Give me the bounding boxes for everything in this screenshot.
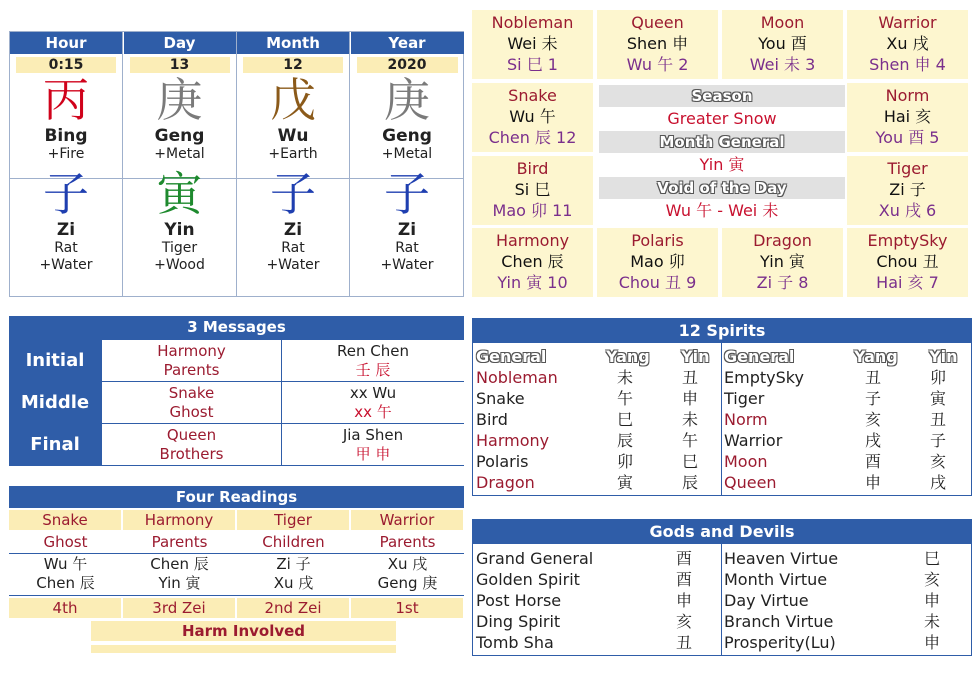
branch-animal: Rat bbox=[281, 240, 305, 256]
month-general-value: Yin 寅 bbox=[699, 155, 745, 174]
message-chars: 壬 辰 bbox=[355, 361, 391, 379]
spirit-name: Warrior bbox=[724, 431, 783, 450]
god-branch: 未 bbox=[924, 612, 941, 631]
plate-spirit: Norm bbox=[885, 86, 930, 105]
plate-cell bbox=[847, 156, 968, 225]
god-branch: 酉 bbox=[676, 570, 693, 589]
branch-element: +Water bbox=[266, 257, 320, 273]
god-branch: 丑 bbox=[676, 633, 693, 652]
spirit-yin: 丑 bbox=[930, 410, 947, 429]
god-branch: 申 bbox=[676, 591, 693, 610]
plate-cell bbox=[847, 83, 968, 152]
plate-earth: Xu 戌 6 bbox=[878, 201, 937, 220]
pillar-value: 12 bbox=[243, 57, 343, 73]
spirit-name: Tiger bbox=[724, 389, 765, 408]
spirits-header-yin: Yin bbox=[929, 347, 958, 366]
god-name: Month Virtue bbox=[724, 570, 828, 589]
spirit-yang: 子 bbox=[865, 389, 882, 408]
reading-divider bbox=[9, 595, 464, 596]
stem-name: Bing bbox=[44, 126, 88, 146]
stem-glyph: 丙 bbox=[43, 73, 89, 127]
spirit-name: Moon bbox=[724, 452, 768, 471]
spirits-header-yang: Yang bbox=[606, 347, 650, 366]
spirit-yang: 卯 bbox=[617, 452, 634, 471]
god-branch: 申 bbox=[924, 591, 941, 610]
spirit-yang: 辰 bbox=[617, 431, 634, 450]
message-branch-cell bbox=[282, 340, 464, 381]
spirits-header-yin: Yin bbox=[681, 347, 710, 366]
branch-glyph: 寅 bbox=[156, 167, 203, 221]
plate-earth: Shen 申 4 bbox=[869, 55, 946, 74]
god-name: Branch Virtue bbox=[724, 612, 834, 631]
spirit-name: Harmony bbox=[476, 431, 550, 450]
reading-line1: Zi 子 bbox=[276, 555, 311, 573]
reading-line1: Wu 午 bbox=[43, 555, 88, 573]
god-name: Ding Spirit bbox=[476, 612, 561, 631]
plate-cell bbox=[847, 228, 968, 297]
plate-branch: Wei 未 bbox=[507, 34, 558, 53]
harm-involved-strip bbox=[91, 645, 396, 653]
reading-divider bbox=[9, 553, 464, 554]
reading-line2: Chen 辰 bbox=[36, 574, 95, 592]
spirit-yin: 寅 bbox=[930, 389, 947, 408]
spirit-name: Nobleman bbox=[476, 368, 558, 387]
spirit-name: Dragon bbox=[476, 473, 535, 492]
plate-branch: Chou 丑 bbox=[876, 252, 939, 271]
message-spirit: Snake bbox=[168, 384, 215, 402]
god-name: Grand General bbox=[476, 549, 594, 568]
plate-branch: Xu 戌 bbox=[886, 34, 929, 53]
message-relation: Ghost bbox=[169, 403, 214, 421]
spirit-name: Polaris bbox=[476, 452, 529, 471]
reading-relation: Parents bbox=[379, 533, 436, 551]
plate-spirit: Bird bbox=[516, 159, 549, 178]
branch-glyph: 子 bbox=[270, 167, 316, 221]
reading-line1: Chen 辰 bbox=[150, 555, 209, 573]
four-readings-panel bbox=[9, 486, 464, 654]
plate-branch: Wu 午 bbox=[509, 107, 556, 126]
spirit-yang: 巳 bbox=[617, 410, 634, 429]
reading-relation: Children bbox=[262, 533, 325, 551]
message-row bbox=[9, 382, 464, 424]
god-name: Golden Spirit bbox=[476, 570, 580, 589]
gods-devils-panel bbox=[472, 519, 972, 656]
god-name: Tomb Sha bbox=[476, 633, 554, 652]
reading-line2: Xu 戌 bbox=[273, 574, 314, 592]
plate-spirit: Snake bbox=[508, 86, 557, 105]
plate-spirit: Dragon bbox=[753, 231, 812, 250]
branch-animal: Tiger bbox=[161, 240, 198, 256]
message-label: Initial bbox=[25, 350, 85, 371]
message-pinyin: xx Wu bbox=[349, 384, 397, 402]
branch-name: Zi bbox=[397, 220, 417, 240]
spirits-header-yang: Yang bbox=[854, 347, 898, 366]
reading-line2: Geng 庚 bbox=[377, 574, 438, 592]
plate-cell bbox=[847, 10, 968, 79]
branch-name: Zi bbox=[283, 220, 303, 240]
reading-rank: 3rd Zei bbox=[123, 598, 235, 618]
spirits-header-general: General bbox=[724, 347, 795, 366]
plate-cell bbox=[722, 10, 843, 79]
spirit-yin: 巳 bbox=[682, 452, 699, 471]
plate-earth: Yin 寅 10 bbox=[497, 273, 568, 292]
plate-earth: Mao 卯 11 bbox=[492, 201, 573, 220]
pillar-header: Month bbox=[237, 32, 349, 54]
spirits-title: 12 Spirits bbox=[473, 319, 971, 343]
message-spirit: Queen bbox=[166, 426, 217, 444]
message-row bbox=[9, 340, 464, 382]
plate-earth: Si 巳 1 bbox=[507, 55, 558, 74]
harm-involved-bar: Harm Involved bbox=[91, 621, 396, 641]
heaven-earth-plate bbox=[472, 10, 972, 296]
spirit-yin: 亥 bbox=[930, 452, 947, 471]
reading-spirit: Tiger bbox=[237, 510, 349, 530]
readings-title: Four Readings bbox=[9, 486, 464, 508]
stem-element: +Earth bbox=[268, 146, 318, 162]
message-label: Final bbox=[30, 434, 80, 455]
reading-line1: Xu 戌 bbox=[387, 555, 428, 573]
branch-glyph: 子 bbox=[43, 167, 89, 221]
pillar-column bbox=[10, 32, 123, 296]
spirit-yang: 申 bbox=[865, 473, 882, 492]
twelve-spirits-panel bbox=[472, 318, 972, 496]
stem-element: +Metal bbox=[381, 146, 433, 162]
pillar-value: 2020 bbox=[357, 57, 458, 73]
branch-element: +Wood bbox=[154, 257, 205, 273]
reading-rank: 4th bbox=[9, 598, 121, 618]
void-label: Void of the Day bbox=[599, 177, 845, 199]
season-value: Greater Snow bbox=[667, 109, 777, 128]
spirit-yin: 申 bbox=[682, 389, 699, 408]
reading-line2: Yin 寅 bbox=[158, 574, 201, 592]
plate-branch: Chen 辰 bbox=[501, 252, 564, 271]
god-name: Post Horse bbox=[476, 591, 562, 610]
god-branch: 酉 bbox=[676, 549, 693, 568]
stem-name: Wu bbox=[277, 126, 309, 146]
reading-spirit: Warrior bbox=[351, 510, 463, 530]
plate-earth: Chou 丑 9 bbox=[618, 273, 697, 292]
message-row bbox=[9, 424, 464, 466]
season-label: Season bbox=[599, 85, 845, 107]
reading-relation: Ghost bbox=[43, 533, 88, 551]
plate-spirit: Warrior bbox=[878, 13, 937, 32]
spirits-divider bbox=[721, 343, 722, 495]
god-branch: 巳 bbox=[924, 549, 941, 568]
spirit-name: Norm bbox=[724, 410, 768, 429]
plate-earth: Wei 未 3 bbox=[749, 55, 816, 74]
spirit-yin: 戌 bbox=[930, 473, 947, 492]
god-name: Heaven Virtue bbox=[724, 549, 839, 568]
plate-spirit: Polaris bbox=[631, 231, 684, 250]
spirit-yang: 亥 bbox=[865, 410, 882, 429]
branch-element: +Water bbox=[380, 257, 434, 273]
spirit-yang: 午 bbox=[617, 389, 634, 408]
spirit-name: EmptySky bbox=[724, 368, 804, 387]
spirit-yang: 丑 bbox=[865, 368, 882, 387]
stem-element: +Metal bbox=[154, 146, 205, 162]
spirit-name: Queen bbox=[724, 473, 777, 492]
god-name: Day Virtue bbox=[724, 591, 809, 610]
message-relation: Parents bbox=[163, 361, 220, 379]
plate-branch: Zi 子 bbox=[889, 180, 926, 199]
pillar-column bbox=[124, 32, 237, 296]
plate-branch: You 酉 bbox=[758, 34, 807, 53]
plate-spirit: EmptySky bbox=[867, 231, 948, 250]
message-branch-cell bbox=[282, 382, 464, 423]
god-branch: 亥 bbox=[924, 570, 941, 589]
spirit-yin: 辰 bbox=[682, 473, 699, 492]
plate-branch: Mao 卯 bbox=[630, 252, 685, 271]
stem-element: +Fire bbox=[47, 146, 85, 162]
branch-element: +Water bbox=[39, 257, 93, 273]
pillar-column bbox=[237, 32, 350, 296]
reading-rank: 1st bbox=[351, 598, 463, 618]
spirit-yang: 未 bbox=[617, 368, 634, 387]
god-branch: 申 bbox=[924, 633, 941, 652]
month-general-label: Month General bbox=[599, 131, 845, 153]
message-spirit-cell bbox=[102, 382, 281, 423]
message-pinyin: Ren Chen bbox=[337, 342, 409, 360]
pillar-value: 0:15 bbox=[16, 57, 116, 73]
plate-cell bbox=[472, 10, 593, 79]
message-spirit-cell bbox=[102, 424, 281, 465]
plate-branch: Si 巳 bbox=[514, 180, 551, 199]
plate-earth: Hai 亥 7 bbox=[876, 273, 939, 292]
stem-glyph: 庚 bbox=[384, 73, 430, 127]
spirit-yin: 子 bbox=[930, 431, 947, 450]
spirits-header-general: General bbox=[476, 347, 547, 366]
message-chars: xx 午 bbox=[354, 403, 392, 421]
stem-name: Geng bbox=[382, 126, 432, 146]
void-value: Wu 午 - Wei 未 bbox=[665, 201, 779, 220]
stem-name: Geng bbox=[154, 126, 205, 146]
pillar-value: 13 bbox=[130, 57, 230, 73]
branch-name: Yin bbox=[164, 220, 195, 240]
message-spirit-cell bbox=[102, 340, 281, 381]
spirit-name: Snake bbox=[476, 389, 525, 408]
reading-relation: Parents bbox=[151, 533, 208, 551]
spirit-yin: 未 bbox=[682, 410, 699, 429]
spirit-yang: 酉 bbox=[865, 452, 882, 471]
plate-spirit: Nobleman bbox=[491, 13, 574, 32]
plate-cell bbox=[597, 228, 718, 297]
message-chars: 甲 申 bbox=[355, 445, 391, 463]
plate-branch: Shen 申 bbox=[626, 34, 689, 53]
plate-cell bbox=[722, 228, 843, 297]
god-branch: 亥 bbox=[676, 612, 693, 631]
plate-cell bbox=[597, 10, 718, 79]
message-relation: Brothers bbox=[159, 445, 224, 463]
branch-glyph: 子 bbox=[384, 167, 430, 221]
plate-cell bbox=[472, 228, 593, 297]
reading-spirit: Harmony bbox=[123, 510, 235, 530]
reading-rank: 2nd Zei bbox=[237, 598, 349, 618]
pillar-header: Hour bbox=[10, 32, 122, 54]
plate-cell bbox=[472, 83, 593, 152]
plate-earth: Zi 子 8 bbox=[756, 273, 809, 292]
reading-spirit: Snake bbox=[9, 510, 121, 530]
spirit-name: Bird bbox=[476, 410, 508, 429]
pillar-header: Day bbox=[124, 32, 236, 54]
spirit-yin: 丑 bbox=[682, 368, 699, 387]
gods-divider bbox=[721, 544, 722, 655]
message-label: Middle bbox=[20, 392, 90, 413]
plate-spirit: Harmony bbox=[495, 231, 570, 250]
message-pinyin: Jia Shen bbox=[342, 426, 404, 444]
branch-animal: Rat bbox=[395, 240, 419, 256]
plate-center-info bbox=[599, 85, 845, 227]
god-name: Prosperity(Lu) bbox=[724, 633, 836, 652]
plate-earth: Wu 午 2 bbox=[626, 55, 689, 74]
plate-earth: Chen 辰 12 bbox=[488, 128, 577, 147]
stem-glyph: 戊 bbox=[270, 73, 316, 127]
plate-branch: Yin 寅 bbox=[760, 252, 805, 271]
plate-cell bbox=[472, 156, 593, 225]
message-branch-cell bbox=[282, 424, 464, 465]
three-messages-panel bbox=[9, 316, 464, 466]
spirit-yin: 卯 bbox=[930, 368, 947, 387]
gods-title: Gods and Devils bbox=[473, 520, 971, 544]
branch-animal: Rat bbox=[54, 240, 78, 256]
four-pillars-panel bbox=[9, 31, 464, 297]
branch-name: Zi bbox=[56, 220, 76, 240]
spirit-yin: 午 bbox=[682, 431, 699, 450]
stem-glyph: 庚 bbox=[156, 73, 203, 127]
plate-spirit: Tiger bbox=[887, 159, 928, 178]
messages-title: 3 Messages bbox=[187, 318, 286, 336]
plate-branch: Hai 亥 bbox=[883, 107, 932, 126]
spirit-yang: 寅 bbox=[617, 473, 634, 492]
spirit-yang: 戌 bbox=[865, 431, 882, 450]
plate-earth: You 酉 5 bbox=[875, 128, 940, 147]
message-spirit: Harmony bbox=[157, 342, 226, 360]
plate-spirit: Queen bbox=[631, 13, 684, 32]
pillar-column bbox=[351, 32, 464, 296]
plate-spirit: Moon bbox=[760, 13, 805, 32]
pillar-header: Year bbox=[351, 32, 464, 54]
